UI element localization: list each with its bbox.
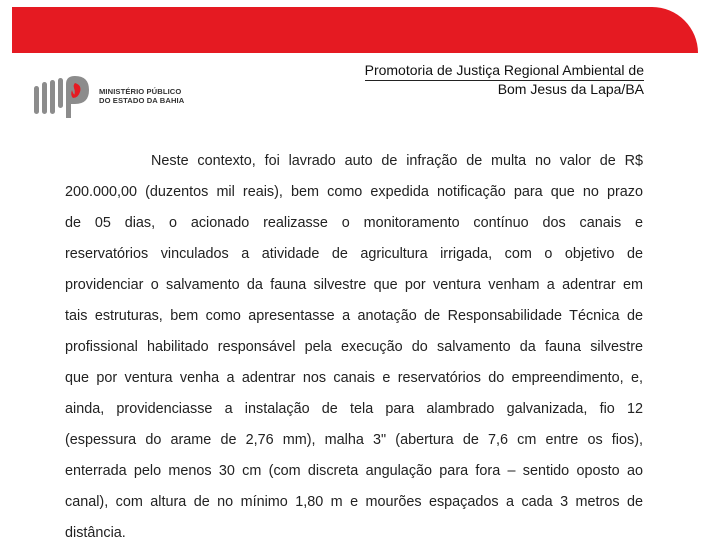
office-title-line2: Bom Jesus da Lapa/BA xyxy=(497,81,644,97)
mp-logo-icon xyxy=(33,74,93,118)
institution-name-line2: DO ESTADO DA BAHIA xyxy=(99,96,185,105)
paragraph-line: profissional habilitado responsável pela execução do salvamento da fauna silvestre xyxy=(65,339,643,355)
paragraph-line: reservatórios vinculados a atividade de agricultura irrigada, com o objetivo de xyxy=(65,246,643,262)
header-divider xyxy=(365,80,644,81)
office-title-line1: Promotoria de Justiça Regional Ambiental de xyxy=(364,62,644,78)
institution-name-line1: MINISTÉRIO PÚBLICO xyxy=(99,87,182,96)
header-red-band xyxy=(12,7,698,53)
paragraph-line: 200.000,00 (duzentos mil reais), bem como expedida notificação para que no prazo xyxy=(65,184,643,200)
institution-name xyxy=(99,87,184,105)
paragraph-line: enterrada pelo menos 30 cm (com discreta angulação para fora – sentido oposto ao xyxy=(65,463,643,479)
document-paragraph xyxy=(65,146,643,549)
paragraph-line: distância. xyxy=(65,525,126,541)
paragraph-line: providenciar o salvamento da fauna silvestre que por ventura venham a adentrar em xyxy=(65,277,643,293)
institution-logo xyxy=(33,74,203,118)
paragraph-line: de 05 dias, o acionado realizasse o monitoramento contínuo dos canais e xyxy=(65,215,643,231)
paragraph-line: tais estruturas, bem como apresentasse a anotação de Responsabilidade Técnica de xyxy=(65,308,643,324)
paragraph-line: (espessura do arame de 2,76 mm), malha 3" (abertura de 7,6 cm entre os fios), xyxy=(65,432,643,448)
paragraph-line: Neste contexto, foi lavrado auto de infração de multa no valor de R$ xyxy=(151,153,643,169)
paragraph-line: ainda, providenciasse a instalação de tela para alambrado galvanizada, fio 12 xyxy=(65,401,643,417)
paragraph-line: que por ventura venha a adentrar nos canais e reservatórios do empreendimento, e, xyxy=(65,370,643,386)
paragraph-line: canal), com altura de no mínimo 1,80 m e mourões espaçados a cada 3 metros de xyxy=(65,494,643,510)
